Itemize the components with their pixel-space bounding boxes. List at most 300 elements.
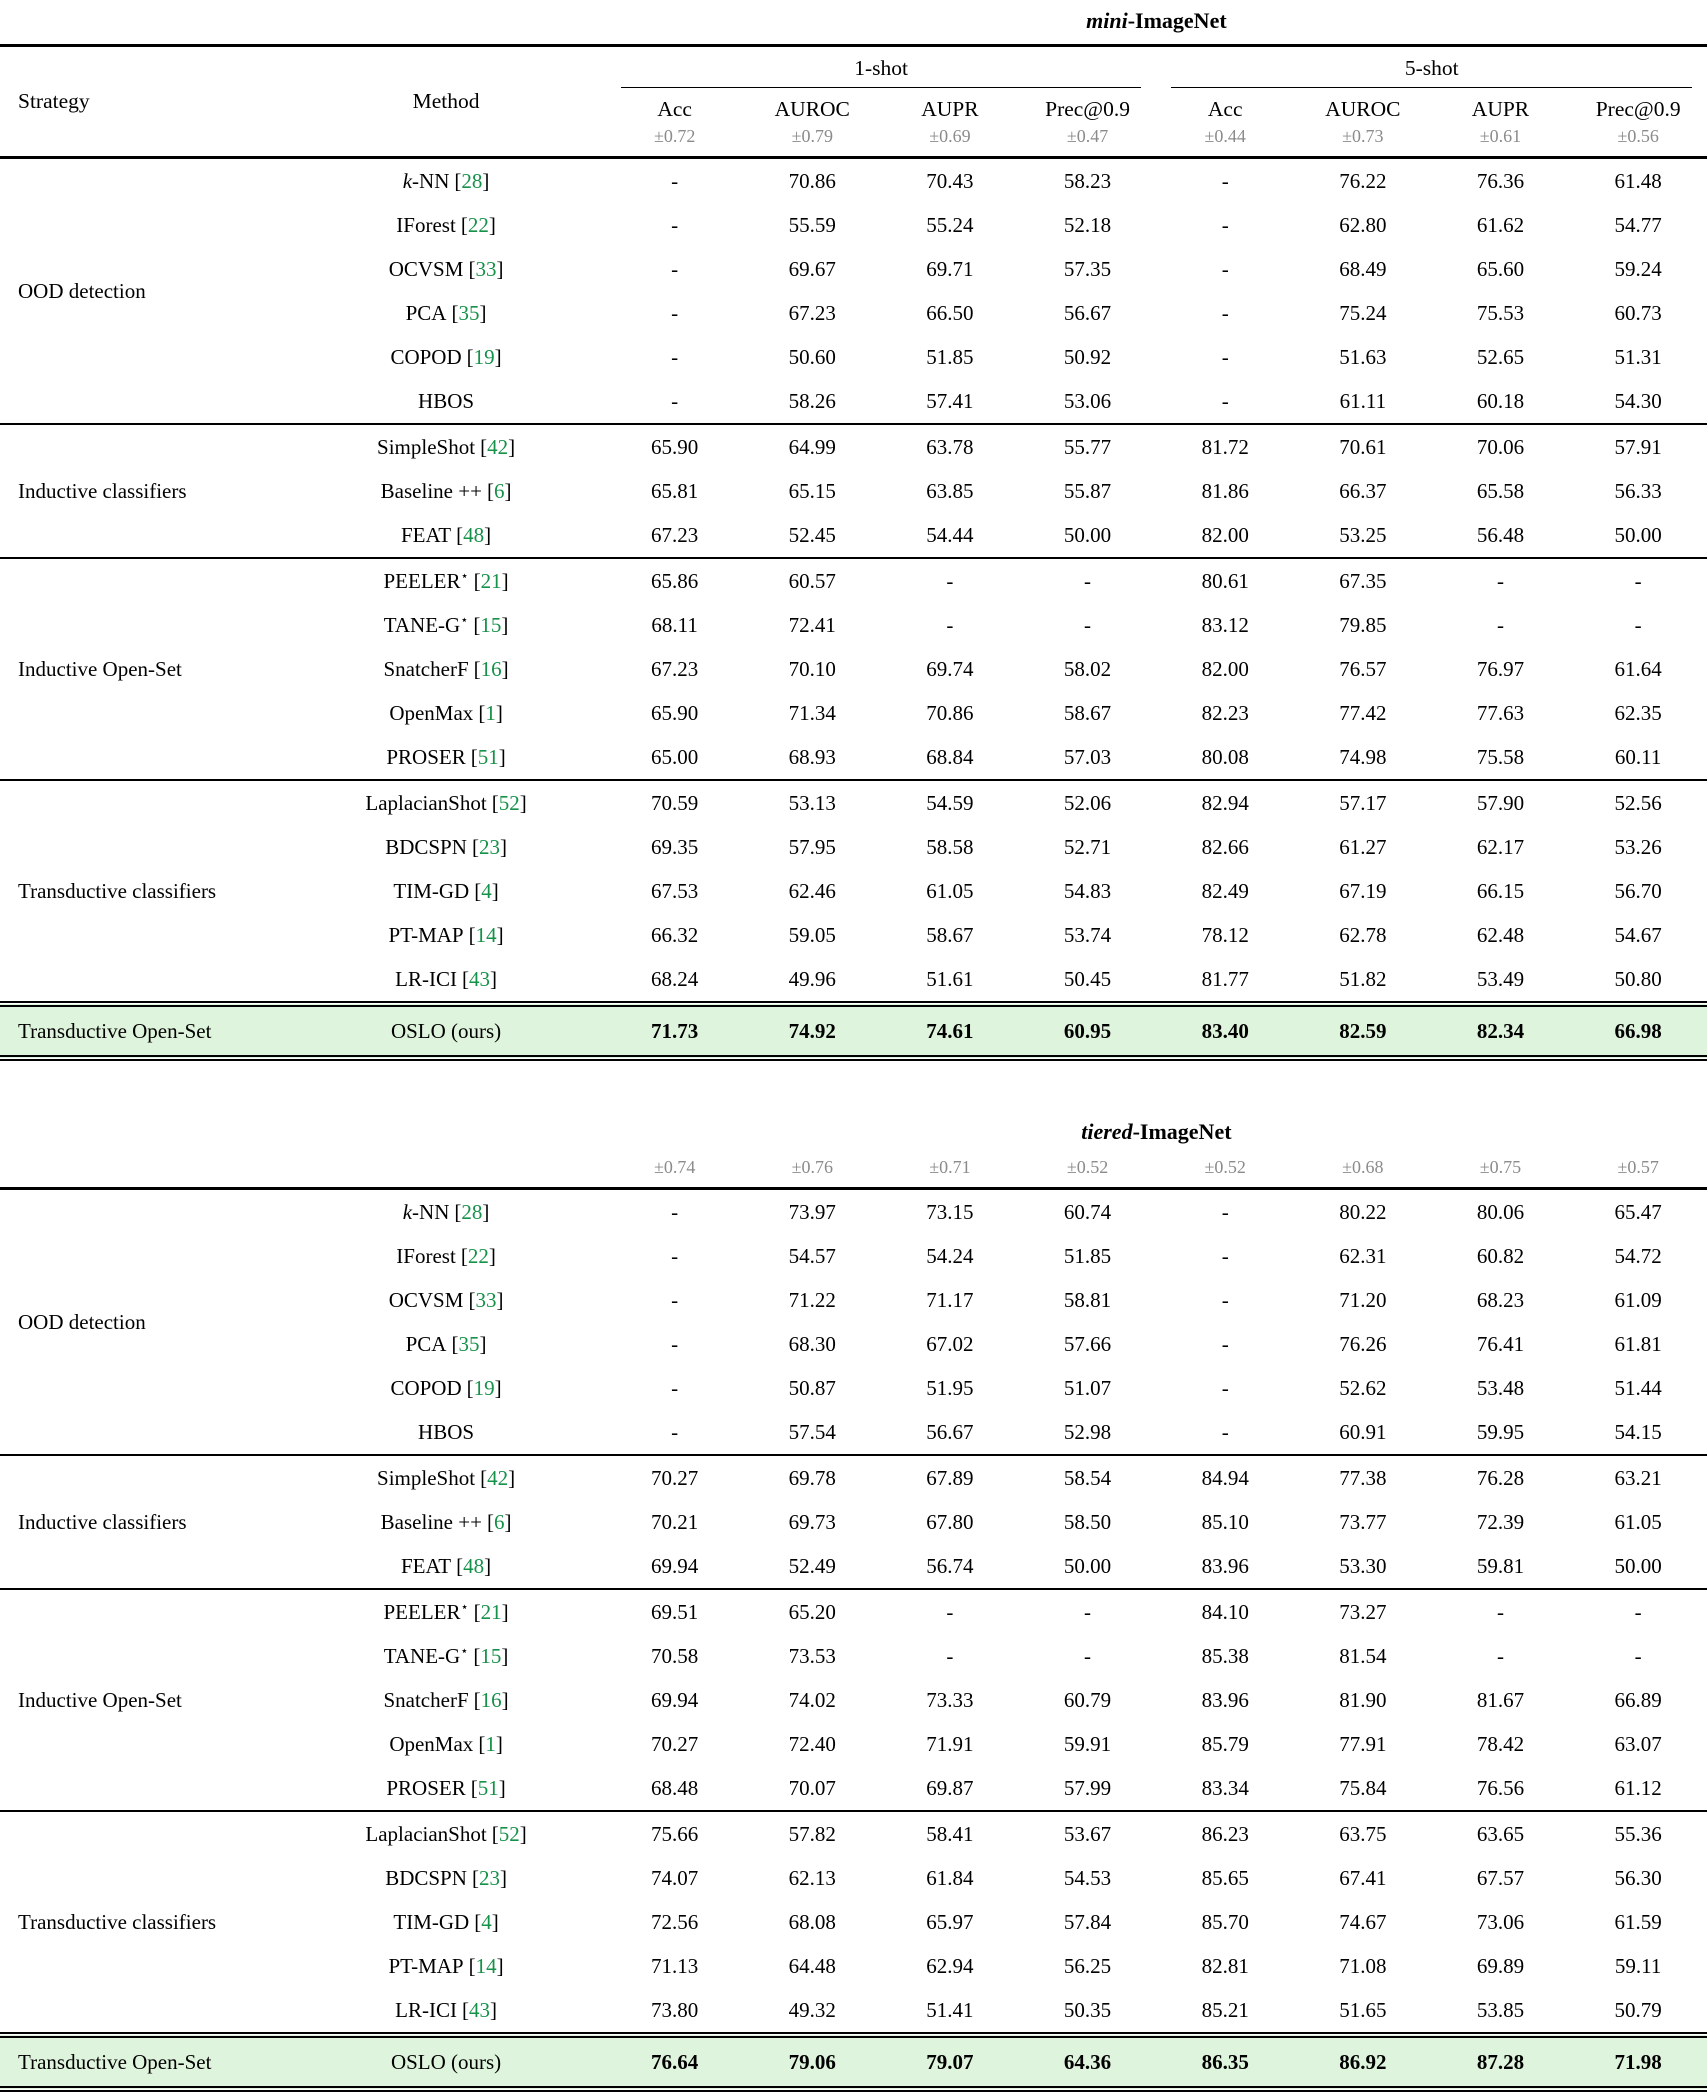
citation-link[interactable]: 4 — [481, 1909, 492, 1934]
citation — [474, 657, 509, 681]
citation-link[interactable]: 23 — [478, 834, 500, 859]
citation-link[interactable]: 19 — [473, 1375, 495, 1400]
metric-value-cell: 54.83 — [1063, 878, 1112, 903]
metric-value-cell: 72.41 — [788, 612, 836, 637]
metric-value-cell: 58.50 — [1063, 1509, 1112, 1534]
cite-bracket-close: ] — [501, 612, 509, 637]
method-name: Baseline ++ — [380, 478, 482, 503]
method-cell — [286, 1278, 605, 1322]
citation-link[interactable]: 52 — [498, 790, 520, 815]
metric-value-cell: 86.23 — [1156, 1811, 1294, 1856]
table-row — [0, 1455, 1707, 1500]
metric-value-cell: 71.91 — [926, 1731, 974, 1756]
metric-value-cell: 61.48 — [1614, 168, 1662, 193]
metric-value-cell: 50.80 — [1614, 966, 1662, 991]
metric-value-cell: 73.97 — [788, 1199, 836, 1224]
cite-bracket-close: ] — [501, 1687, 509, 1712]
cite-bracket-open: [ — [471, 834, 479, 859]
metric-value-cell: 55.24 — [926, 212, 974, 237]
metric-value-cell: 79.85 — [1339, 612, 1387, 637]
metric-value-cell: 74.92 — [743, 1004, 881, 1058]
metric-value-cell: 62.13 — [788, 1865, 836, 1890]
metric-value-cell: 65.00 — [651, 744, 699, 769]
method-name: SnatcherF — [383, 656, 469, 681]
strategy-cell: Inductive classifiers — [0, 1455, 286, 1589]
ci-value: ±0.56 — [1569, 124, 1707, 158]
dataset-title — [606, 1113, 1707, 1155]
metric-value-cell: 54.59 — [881, 780, 1019, 825]
cite-bracket-open: [ — [486, 478, 494, 503]
metric-value-cell: - — [946, 1643, 954, 1668]
metric-value-cell: 70.21 — [651, 1509, 699, 1534]
metric-value-cell: 72.40 — [788, 1731, 836, 1756]
table-row — [0, 2035, 1707, 2089]
method-cell — [286, 335, 605, 379]
citation — [469, 923, 504, 947]
metric-value-cell: 85.10 — [1201, 1509, 1249, 1534]
metric-value-cell: 57.03 — [1063, 744, 1112, 769]
star-superscript: ⋆ — [460, 1598, 469, 1614]
method-name: Baseline ++ — [380, 1509, 482, 1534]
citation — [468, 257, 503, 281]
citation-link[interactable]: 42 — [487, 434, 509, 459]
metric-value-cell: 70.86 — [926, 700, 974, 725]
metric-value-cell: 52.45 — [788, 522, 836, 547]
metric-value-cell: 57.17 — [1294, 780, 1432, 825]
metric-value-cell: 72.56 — [651, 1909, 699, 1934]
table-row — [0, 1113, 1707, 1155]
metric-value-cell: 59.81 — [1476, 1553, 1525, 1578]
ci-value: ±0.73 — [1294, 124, 1432, 158]
metric-value-cell: 74.98 — [1339, 744, 1387, 769]
method-name: IForest — [396, 1243, 456, 1268]
metric-value-cell: 57.90 — [1432, 780, 1570, 825]
citation — [454, 1200, 489, 1224]
citation-link[interactable]: 52 — [498, 1821, 520, 1846]
cite-bracket-open: [ — [473, 1643, 481, 1668]
metric-value-cell: 58.81 — [1063, 1287, 1112, 1312]
citation-link[interactable]: 21 — [480, 568, 502, 593]
cite-bracket-open: [ — [471, 1865, 479, 1890]
metric-value-cell: 53.06 — [1063, 388, 1112, 413]
method-cell — [286, 1856, 605, 1900]
metric-value-cell: - — [1019, 558, 1157, 603]
method-cell — [286, 1322, 605, 1366]
metric-value-cell: 54.57 — [788, 1243, 836, 1268]
citation-link[interactable]: 51 — [477, 744, 499, 769]
cite-bracket-close: ] — [479, 300, 487, 325]
cite-bracket-open: [ — [486, 1509, 494, 1534]
citation-link[interactable]: 22 — [467, 1243, 489, 1268]
cite-bracket-close: ] — [496, 922, 504, 947]
metric-value-cell: 53.85 — [1476, 1997, 1525, 2022]
metric-value-cell: 85.65 — [1201, 1865, 1249, 1890]
metric-value-cell: 83.12 — [1201, 612, 1249, 637]
metric-value-cell: 85.79 — [1201, 1731, 1249, 1756]
metric-value-cell: 67.23 — [788, 300, 836, 325]
metric-value-cell: 65.97 — [926, 1909, 974, 1934]
metric-value-cell: 58.67 — [926, 922, 974, 947]
method-name: SnatcherF — [383, 1687, 469, 1712]
citation-link[interactable]: 21 — [480, 1599, 502, 1624]
metric-value-cell: 77.91 — [1339, 1731, 1387, 1756]
cite-bracket-open: [ — [480, 434, 488, 459]
metric-value-cell: 60.57 — [743, 558, 881, 603]
metric-value-cell: 63.21 — [1569, 1455, 1707, 1500]
citation-link[interactable]: 6 — [493, 1509, 505, 1534]
cite-bracket-open: [ — [473, 612, 481, 637]
metric-value-cell: 60.95 — [1019, 1004, 1157, 1058]
metric-value-cell: 65.58 — [1476, 478, 1525, 503]
table-row — [0, 780, 1707, 825]
metric-value-cell: 54.44 — [926, 522, 974, 547]
citation — [478, 1732, 503, 1756]
column-header-metric: AUPR — [1471, 97, 1530, 121]
metric-value-cell: 49.32 — [788, 1997, 836, 2022]
method-name: PT-MAP — [388, 1953, 464, 1978]
cite-bracket-close: ] — [495, 700, 503, 725]
citation-link[interactable]: 33 — [475, 1287, 497, 1312]
citation-link[interactable]: 1 — [485, 1731, 496, 1756]
metric-value-cell: 65.60 — [1476, 256, 1525, 281]
spacer-cell — [0, 2, 606, 46]
method-name: FEAT — [400, 522, 452, 547]
column-header-metric: Prec@0.9 — [1595, 97, 1681, 121]
column-header-method: Method — [286, 46, 605, 158]
citation-link[interactable]: 43 — [469, 1997, 490, 2022]
metric-value-cell: 68.24 — [651, 966, 699, 991]
cite-bracket-open: [ — [460, 212, 468, 237]
cite-bracket-open: [ — [468, 1953, 476, 1978]
citation-link[interactable]: 22 — [467, 212, 489, 237]
metric-value-cell: 51.65 — [1339, 1997, 1387, 2022]
dataset-title-italic: mini — [1086, 8, 1128, 33]
table-row — [0, 1189, 1707, 1235]
citation-link[interactable]: 4 — [481, 878, 492, 903]
method-name: OSLO (ours) — [390, 1018, 502, 1043]
metric-value-cell: 81.90 — [1339, 1687, 1387, 1712]
citation-link[interactable]: 48 — [463, 522, 485, 547]
ci-value: ±0.57 — [1569, 1155, 1707, 1189]
metric-value-cell: 50.45 — [1063, 966, 1112, 991]
metric-value-cell: 70.61 — [1294, 424, 1432, 469]
metric-value-cell: 54.30 — [1614, 388, 1662, 413]
metric-value-cell: - — [1221, 168, 1229, 193]
citation-link[interactable]: 16 — [480, 1687, 502, 1712]
method-cell — [286, 1634, 605, 1678]
metric-value-cell: 61.05 — [926, 878, 974, 903]
citation — [454, 169, 489, 193]
metric-value-cell: 76.97 — [1476, 656, 1525, 681]
metric-value-cell: 56.67 — [1063, 300, 1112, 325]
metric-value-cell: 62.80 — [1339, 212, 1387, 237]
method-name: -NN — [412, 168, 450, 193]
metric-value-cell: 61.27 — [1339, 834, 1387, 859]
cite-bracket-close: ] — [490, 1997, 497, 2022]
metric-value-cell: 65.90 — [651, 700, 699, 725]
metric-value-cell: 67.02 — [926, 1331, 974, 1356]
metric-value-cell: - — [671, 256, 679, 281]
metric-value-cell: 66.98 — [1569, 1004, 1707, 1058]
citation — [474, 1600, 509, 1624]
cite-bracket-close: ] — [519, 790, 527, 815]
metric-value-cell: 61.05 — [1614, 1509, 1662, 1534]
citation — [480, 1466, 515, 1490]
metric-value-cell: 71.13 — [651, 1953, 699, 1978]
cite-bracket-close: ] — [482, 168, 490, 193]
metric-value-cell: 67.89 — [881, 1455, 1019, 1500]
citation-link[interactable]: 51 — [477, 1775, 499, 1800]
method-cell — [286, 1544, 605, 1589]
citation-link[interactable]: 33 — [475, 256, 497, 281]
metric-value-cell: 70.07 — [788, 1775, 836, 1800]
metric-value-cell: 52.62 — [1339, 1375, 1387, 1400]
method-name: OpenMax — [389, 1731, 474, 1756]
method-name: HBOS — [418, 388, 475, 413]
metric-value-cell: 69.87 — [926, 1775, 974, 1800]
citation-link[interactable]: 19 — [473, 344, 495, 369]
cite-bracket-close: ] — [501, 1643, 509, 1668]
metric-value-cell: 59.95 — [1476, 1419, 1525, 1444]
metric-value-cell: 68.48 — [651, 1775, 699, 1800]
metric-value-cell: 81.72 — [1156, 424, 1294, 469]
citation-link[interactable]: 15 — [480, 1643, 502, 1668]
citation — [461, 1244, 496, 1268]
table-row — [0, 1589, 1707, 1634]
metric-value-cell: 64.48 — [788, 1953, 836, 1978]
metric-value-cell: 76.57 — [1339, 656, 1387, 681]
cite-bracket-close: ] — [484, 522, 492, 547]
metric-value-cell: - — [1221, 1419, 1229, 1444]
metric-value-cell: 50.35 — [1063, 1997, 1112, 2022]
method-cell — [286, 1988, 605, 2035]
method-cell — [286, 1410, 605, 1455]
cite-bracket-open: [ — [473, 1599, 481, 1624]
metric-value-cell: 64.99 — [743, 424, 881, 469]
metric-value-cell: 61.11 — [1339, 388, 1387, 413]
metric-value-cell: - — [1221, 1243, 1229, 1268]
metric-value-cell: 78.42 — [1476, 1731, 1525, 1756]
metric-value-cell: 71.08 — [1339, 1953, 1387, 1978]
metric-value-cell: 57.41 — [926, 388, 974, 413]
metric-value-cell: 60.82 — [1476, 1243, 1525, 1268]
method-name: OSLO (ours) — [390, 2049, 502, 2074]
cite-bracket-close: ] — [496, 1953, 504, 1978]
citation-link[interactable]: 15 — [480, 612, 502, 637]
metric-value-cell: - — [671, 388, 679, 413]
metric-value-cell: 82.00 — [1201, 656, 1249, 681]
metric-value-cell: 76.36 — [1476, 168, 1525, 193]
citation-link[interactable]: 42 — [487, 1465, 509, 1490]
metric-value-cell: 71.17 — [926, 1287, 974, 1312]
cite-bracket-close: ] — [488, 1243, 496, 1268]
metric-value-cell: 73.33 — [926, 1687, 974, 1712]
metric-value-cell: 71.98 — [1569, 2035, 1707, 2089]
strategy-cell: Transductive Open-Set — [0, 2035, 286, 2089]
citation-link[interactable]: 35 — [458, 300, 480, 325]
metric-value-cell: - — [1634, 1643, 1642, 1668]
dataset-title-rest: -ImageNet — [1132, 1119, 1232, 1144]
citation — [452, 1332, 487, 1356]
method-name: TIM-GD — [393, 878, 470, 903]
metric-value-cell: - — [671, 1375, 679, 1400]
metric-value-cell: 67.41 — [1339, 1865, 1387, 1890]
cite-bracket-close: ] — [482, 1199, 490, 1224]
metric-value-cell: - — [881, 558, 1019, 603]
cite-bracket-close: ] — [494, 1375, 502, 1400]
method-cell — [286, 869, 605, 913]
metric-value-cell: 82.59 — [1294, 1004, 1432, 1058]
citation — [473, 1644, 508, 1668]
citation-link[interactable]: 23 — [478, 1865, 500, 1890]
metric-value-cell: 69.89 — [1476, 1953, 1525, 1978]
dataset-title — [606, 2, 1707, 46]
metric-value-cell: - — [881, 1589, 1019, 1634]
citation — [456, 523, 491, 547]
cite-bracket-close: ] — [484, 1553, 492, 1578]
metric-value-cell: 71.34 — [788, 700, 836, 725]
ci-value: ±0.68 — [1294, 1155, 1432, 1189]
metric-value-cell: 73.06 — [1476, 1909, 1525, 1934]
metric-value-cell: 71.22 — [788, 1287, 836, 1312]
method-name: LaplacianShot — [365, 1821, 487, 1846]
metric-value-cell: 82.34 — [1432, 1004, 1570, 1058]
method-cell — [286, 735, 605, 780]
method-name: PCA — [405, 1331, 447, 1356]
metric-value-cell: 86.35 — [1156, 2035, 1294, 2089]
metric-value-cell: - — [1634, 612, 1642, 637]
citation-link[interactable]: 16 — [480, 656, 502, 681]
metric-value-cell: 60.74 — [1063, 1199, 1112, 1224]
metric-value-cell: 69.78 — [743, 1455, 881, 1500]
metric-value-cell: 73.27 — [1294, 1589, 1432, 1634]
method-cell — [286, 825, 605, 869]
table-row — [0, 1811, 1707, 1856]
ci-value: ±0.79 — [743, 124, 881, 158]
method-name: PROSER — [386, 1775, 466, 1800]
cite-bracket-open: [ — [470, 744, 478, 769]
metric-value-cell: 57.35 — [1063, 256, 1112, 281]
table-row — [0, 1155, 1707, 1189]
metric-value-cell: 57.91 — [1569, 424, 1707, 469]
citation — [474, 1910, 499, 1934]
citation-link[interactable]: 28 — [461, 168, 483, 193]
citation-link[interactable]: 43 — [469, 966, 490, 991]
metric-value-cell: 70.43 — [926, 168, 974, 193]
cite-bracket-close: ] — [501, 568, 509, 593]
cite-bracket-open: [ — [470, 1775, 478, 1800]
method-name: BDCSPN — [385, 1865, 467, 1890]
method-name: -NN — [412, 1199, 450, 1224]
cite-bracket-open: [ — [454, 1199, 462, 1224]
metric-value-cell: 85.38 — [1201, 1643, 1249, 1668]
metric-value-cell: 86.92 — [1294, 2035, 1432, 2089]
metric-value-cell: 56.48 — [1476, 522, 1525, 547]
metric-value-cell: 52.65 — [1476, 344, 1525, 369]
metric-value-cell: 71.20 — [1339, 1287, 1387, 1312]
metric-value-cell: 73.80 — [651, 1997, 699, 2022]
metric-value-cell: 59.11 — [1614, 1953, 1662, 1978]
metric-value-cell: 49.96 — [788, 966, 836, 991]
metric-value-cell: 62.35 — [1614, 700, 1662, 725]
citation-link[interactable]: 6 — [493, 478, 505, 503]
cite-bracket-close: ] — [504, 478, 512, 503]
metric-value-cell: 68.49 — [1339, 256, 1387, 281]
method-cell — [286, 647, 605, 691]
metric-value-cell: 58.67 — [1063, 700, 1112, 725]
method-cell — [286, 379, 605, 424]
citation — [467, 345, 502, 369]
results-table-mini — [0, 2, 1707, 1061]
strategy-cell: Inductive Open-Set — [0, 1589, 286, 1811]
method-name: PEELER — [383, 1599, 461, 1624]
cite-bracket-close: ] — [488, 212, 496, 237]
citation — [478, 701, 503, 725]
metric-value-cell: 52.18 — [1063, 212, 1112, 237]
metric-value-cell: 57.82 — [743, 1811, 881, 1856]
method-name: FEAT — [400, 1553, 452, 1578]
metric-value-cell: 57.54 — [788, 1419, 836, 1444]
metric-value-cell: 58.26 — [788, 388, 836, 413]
strategy-cell: Inductive Open-Set — [0, 558, 286, 780]
method-cell — [286, 780, 605, 825]
citation-link[interactable]: 14 — [475, 1953, 497, 1978]
ci-value: ±0.52 — [1156, 1155, 1294, 1189]
metric-value-cell: 62.94 — [926, 1953, 974, 1978]
metric-value-cell: 87.28 — [1432, 2035, 1570, 2089]
metric-value-cell: 53.49 — [1476, 966, 1525, 991]
metric-value-cell: - — [1221, 212, 1229, 237]
metric-value-cell: - — [1221, 1199, 1229, 1224]
cite-bracket-open: [ — [466, 344, 474, 369]
metric-value-cell: 56.74 — [926, 1553, 974, 1578]
metric-value-cell: 74.67 — [1339, 1909, 1387, 1934]
citation-link[interactable]: 14 — [475, 922, 497, 947]
method-name: PCA — [405, 300, 447, 325]
metric-value-cell: 69.73 — [788, 1509, 836, 1534]
metric-value-cell: 65.20 — [743, 1589, 881, 1634]
citation — [473, 613, 508, 637]
column-header-metric: Acc — [1207, 97, 1243, 121]
cite-bracket-open: [ — [480, 1465, 488, 1490]
metric-value-cell: 82.81 — [1201, 1953, 1249, 1978]
method-cell — [286, 691, 605, 735]
method-name: LR-ICI — [395, 1997, 457, 2022]
table-row — [0, 1004, 1707, 1058]
method-cell — [286, 513, 605, 558]
metric-value-cell: - — [1221, 300, 1229, 325]
metric-value-cell: 69.71 — [926, 256, 974, 281]
citation-link[interactable]: 1 — [485, 700, 496, 725]
citation-link[interactable]: 28 — [461, 1199, 483, 1224]
citation-link[interactable]: 48 — [463, 1553, 485, 1578]
results-table-tiered — [0, 1113, 1707, 2092]
metric-value-cell: 70.86 — [788, 168, 836, 193]
cite-bracket-open: [ — [473, 568, 481, 593]
cite-bracket-open: [ — [468, 922, 476, 947]
metric-value-cell: 71.73 — [606, 1004, 744, 1058]
ci-value: ±0.76 — [743, 1155, 881, 1189]
table-row — [0, 2, 1707, 46]
metric-value-cell: - — [1221, 1287, 1229, 1312]
method-cell — [286, 1944, 605, 1988]
method-name: COPOD — [390, 344, 462, 369]
table-row — [0, 424, 1707, 469]
method-cell — [286, 1366, 605, 1410]
metric-value-cell: 63.75 — [1294, 1811, 1432, 1856]
citation-link[interactable]: 35 — [458, 1331, 480, 1356]
metric-value-cell: 70.59 — [606, 780, 744, 825]
